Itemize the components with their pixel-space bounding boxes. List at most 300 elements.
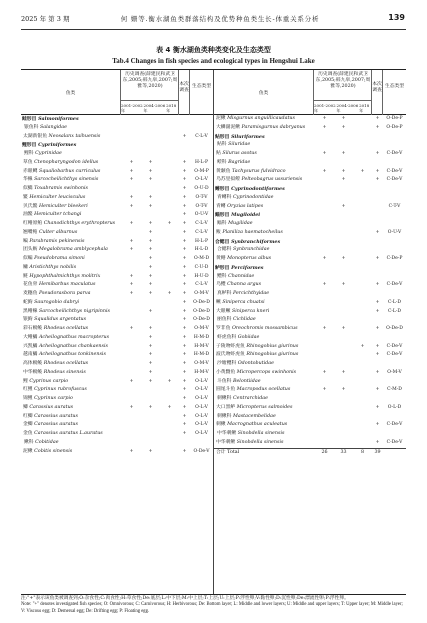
this-survey-mark: + — [182, 387, 187, 393]
header-year: 2001-2002 年 — [121, 103, 143, 113]
eco-type: C-De-P — [386, 256, 403, 261]
species-name-latin: Ctenopharyngodon idellus — [34, 159, 99, 165]
table-column-left — [21, 70, 213, 456]
this-survey-mark: + — [375, 308, 380, 314]
table-row — [21, 343, 213, 352]
species-name-cn: 蛇鮈 — [23, 299, 33, 305]
table-row — [214, 351, 406, 360]
historical-mark: + — [129, 238, 134, 244]
table-row — [214, 343, 406, 352]
table-row — [214, 439, 406, 448]
table-row — [214, 273, 406, 282]
species-name — [23, 378, 121, 387]
species-name-latin: Tachysurus fulvidraco — [231, 168, 286, 174]
species-name-cn: 鲫 — [23, 404, 28, 410]
species-name — [24, 150, 122, 159]
table-row — [214, 133, 406, 142]
species-name-cn: 翘嘴鲌 — [23, 229, 38, 235]
species-name — [24, 439, 122, 448]
species-name-cn: 鳜 — [216, 299, 221, 305]
header-eco-type: 生态类型 — [384, 84, 405, 89]
species-name — [23, 351, 121, 360]
table-row — [21, 168, 213, 177]
species-name-cn: 鳉形目 — [215, 186, 230, 192]
table-row — [214, 185, 406, 194]
species-name — [215, 133, 313, 142]
this-survey-mark: + — [375, 282, 380, 288]
species-name — [23, 159, 121, 168]
this-survey-mark: + — [182, 177, 187, 183]
species-name — [217, 220, 315, 229]
this-survey-mark: + — [375, 299, 380, 305]
table-row — [214, 395, 406, 404]
historical-mark: + — [148, 334, 153, 340]
species-name-latin: Siluridae — [228, 142, 251, 148]
species-name-cn: 鳘 — [23, 194, 28, 200]
species-name-cn: 黑鳍鳈 — [23, 308, 38, 314]
species-name — [23, 220, 121, 229]
historical-mark: + — [148, 264, 153, 270]
species-name — [23, 308, 121, 317]
species-name-cn: 红鲫 — [23, 413, 33, 419]
species-name-latin: Oreochromis mossambicus — [231, 326, 298, 331]
historical-mark: + — [148, 203, 153, 209]
species-name-cn: 合鳃目 — [215, 238, 230, 245]
table-row — [214, 141, 406, 150]
species-name-latin: Centrarchidae — [232, 396, 268, 401]
this-survey-mark: + — [375, 343, 380, 349]
species-name — [23, 404, 121, 413]
species-name-cn: 乌鳢 — [216, 282, 226, 288]
header-year: 2004-2006 年 — [336, 103, 359, 113]
table-row — [214, 386, 406, 395]
species-name — [217, 159, 315, 168]
this-survey-mark: + — [375, 326, 380, 331]
table-caption-en: Tab.4 Changes in fish species and ecological types in Hengshui Lake — [112, 57, 315, 65]
eco-type: C-De-V — [386, 343, 403, 349]
species-name-cn: 鲈形目 — [215, 264, 230, 271]
historical-mark: + — [167, 221, 172, 226]
historical-mark: + — [129, 378, 134, 384]
species-name-cn: 中华刺鳅 — [216, 439, 236, 445]
species-name-latin: Carassius auratus — [34, 413, 78, 419]
species-name — [22, 115, 120, 124]
species-name — [216, 203, 314, 212]
species-name — [216, 421, 314, 430]
eco-type: H-L-P — [195, 238, 208, 244]
table-row — [214, 176, 406, 185]
species-name-latin: Acheilognathus chankaensis — [38, 343, 108, 349]
this-survey-mark: + — [182, 308, 187, 314]
footnote-cn: 注:"+"表示该鱼类被调查到;O:杂食性;C:肉食性;H:草食性;De:底层;L:中下层;M:中上层;T:上层;U:上层;P:浮性卵;V:黏性卵;D:沉性卵;De:漂流性卵;P:浮性卵。 — [21, 596, 349, 601]
historical-mark: + — [167, 291, 172, 296]
historical-mark: + — [129, 404, 134, 410]
species-name-latin: Carassius auratus L.auratus — [34, 431, 103, 436]
historical-mark: + — [129, 273, 134, 279]
this-survey-mark: + — [375, 124, 380, 130]
table-header-right — [214, 70, 406, 115]
species-name-cn: 贝氏鳘 — [23, 203, 38, 209]
species-name — [216, 386, 314, 395]
species-name — [216, 404, 314, 413]
table-row — [21, 133, 213, 142]
this-survey-mark: + — [182, 326, 187, 331]
species-name — [217, 141, 315, 150]
species-name — [23, 194, 121, 203]
species-name-latin: Hemiculter leucisculus — [29, 194, 86, 200]
table-row — [214, 264, 406, 273]
species-name-cn: 鳅科 — [24, 439, 34, 445]
species-name — [217, 246, 315, 255]
species-name — [23, 176, 121, 185]
historical-mark: + — [148, 256, 153, 261]
table-row — [21, 404, 213, 413]
species-name-latin: Toxabramis swinhonis — [34, 186, 88, 191]
historical-mark: + — [148, 229, 153, 235]
table-row — [214, 308, 406, 317]
species-name — [216, 299, 314, 308]
species-name — [217, 360, 315, 369]
table-row — [214, 220, 406, 229]
header-years — [121, 103, 179, 114]
eco-type: C-De-V — [386, 352, 403, 358]
historical-mark: + — [148, 168, 153, 174]
this-survey-mark: + — [182, 404, 187, 410]
historical-mark: + — [322, 282, 327, 288]
species-name-latin: Bagridae — [228, 159, 251, 165]
historical-mark: + — [148, 326, 153, 331]
species-name — [23, 229, 121, 238]
species-name-latin: Macropodus ocellatus — [236, 387, 291, 393]
this-survey-mark: + — [182, 299, 187, 305]
species-name-cn: 草鱼 — [23, 159, 33, 165]
table-row — [21, 211, 213, 220]
eco-type: O-De-P — [386, 124, 403, 130]
historical-mark: + — [322, 256, 327, 261]
species-name-latin: Megalobrama amblycephala — [38, 247, 108, 253]
table-header-left — [21, 70, 213, 115]
species-name-cn: 子陵吻虾虎鱼 — [216, 343, 245, 349]
eco-type: O-M-V — [387, 369, 402, 375]
species-name-cn: 鲑形目 — [22, 116, 37, 122]
species-name-latin: Cypriniformes — [38, 142, 77, 149]
species-name-cn: 丽鱼科 — [217, 317, 232, 323]
species-name-latin: Pseudorasbora parva — [38, 291, 91, 296]
table-row — [214, 430, 406, 439]
eco-type: O-M-P — [194, 168, 209, 174]
eco-type: O-U-V — [194, 212, 209, 218]
species-name-latin: Mugiloidei — [231, 212, 261, 219]
header-historical — [121, 70, 179, 115]
eco-type: O-L-V — [195, 404, 208, 410]
species-name-latin: Mastacembelidae — [232, 413, 276, 419]
this-survey-mark: + — [182, 186, 187, 191]
historical-mark: 8 — [360, 449, 365, 455]
footnote-en: Note: "+" denotes investigated fish species; O: Omnivorous; C: Carnivorous; H: Herbivorous; De: Bottom layer; L: Middle and lower layers; U: Middle and upper layers; T: Upper layer; M: Middle layer; V: Viscous egg; D: Demersal egg; De: Drifting egg; P: Floating egg. — [21, 602, 403, 614]
species-name — [23, 281, 121, 290]
this-survey-mark: + — [375, 422, 380, 428]
species-name-cn: 刺鳅科 — [217, 396, 232, 401]
species-name-latin: Carassius auratus — [34, 422, 78, 428]
table-row — [21, 255, 213, 264]
table-row — [21, 351, 213, 360]
eco-type: O-De-V — [193, 448, 210, 454]
table-row — [214, 246, 406, 255]
historical-mark: + — [129, 221, 134, 226]
this-survey-mark: + — [182, 238, 187, 244]
table-row — [21, 421, 213, 430]
this-survey-mark: + — [182, 203, 187, 209]
species-name — [217, 413, 315, 422]
species-name-latin: Micropterus salmoides — [236, 404, 293, 410]
species-name-cn: 泥鳅 — [216, 116, 226, 121]
this-survey-mark: + — [375, 177, 380, 183]
species-name — [23, 238, 121, 247]
this-survey-mark: + — [182, 378, 187, 384]
species-name-latin: Cyprinodontiformes — [231, 186, 285, 192]
historical-mark: + — [148, 308, 153, 314]
species-name — [217, 334, 315, 343]
eco-type: O-L-V — [195, 396, 208, 401]
species-name-cn: 圆尾斗鱼 — [216, 387, 236, 393]
table-row — [214, 316, 406, 325]
species-name — [216, 449, 314, 458]
table-row — [214, 360, 406, 369]
species-name-latin: Cyprinus carpio — [29, 378, 69, 384]
species-name — [23, 168, 121, 177]
species-name-cn: 虾虎鱼科 — [217, 334, 237, 340]
species-name — [22, 141, 120, 150]
species-name-cn: 波氏吻虾虎鱼 — [216, 352, 245, 358]
species-name-cn: 鲤科 — [24, 151, 34, 156]
species-name-cn: 彩石鳑鲏 — [23, 326, 43, 331]
header-year: 2018 年 — [166, 103, 177, 113]
species-name-latin: Perciformes — [231, 264, 264, 271]
species-name-latin: Macrognathus aculeatus — [227, 422, 288, 428]
table-row — [21, 369, 213, 378]
eco-type: H-M-V — [194, 343, 209, 349]
species-name-latin: Hemiculter bleekeri — [38, 203, 88, 209]
historical-mark: + — [148, 404, 153, 410]
table-row — [21, 299, 213, 308]
this-survey-mark: + — [182, 247, 187, 253]
table-row — [214, 421, 406, 430]
historical-mark: + — [148, 369, 153, 375]
table-row — [214, 299, 406, 308]
table-row — [21, 281, 213, 290]
historical-mark: + — [148, 448, 153, 454]
historical-mark: + — [167, 378, 172, 384]
species-name — [23, 413, 121, 422]
historical-mark: + — [129, 177, 134, 183]
header-historical-label: 历史调查(薛建民和武卫东,2005;韩九皋,2007;周雅等,2020) — [315, 72, 371, 89]
species-name-cn: 真鲈科 — [217, 291, 232, 296]
species-name — [23, 316, 121, 325]
historical-mark: + — [148, 177, 153, 183]
species-name — [217, 378, 315, 387]
species-name-cn: 金鲫 — [23, 422, 33, 428]
species-name-latin: Cobitis sinensis — [34, 448, 73, 454]
historical-mark: + — [129, 326, 134, 331]
eco-type: O-L-V — [195, 413, 208, 419]
eco-type: C-De-V — [386, 422, 403, 428]
historical-mark: + — [167, 404, 172, 410]
historical-mark: + — [341, 369, 346, 375]
species-name-cn: 鲤形目 — [22, 142, 37, 149]
species-name-cn: 斗鱼科 — [217, 378, 232, 384]
eco-type: O-De-D — [386, 326, 403, 331]
species-name-latin: Cyprinodontidae — [232, 194, 274, 200]
species-name-cn: 高体鳑鲏 — [23, 361, 43, 366]
historical-mark: + — [148, 221, 153, 226]
table-row — [21, 334, 213, 343]
this-survey-mark: + — [182, 256, 187, 261]
historical-mark: + — [322, 151, 327, 156]
table-row — [21, 229, 213, 238]
this-survey-mark: + — [182, 317, 187, 323]
eco-type: C-L-D — [387, 308, 402, 314]
species-name — [215, 211, 313, 220]
this-survey-mark: + — [182, 273, 187, 279]
historical-mark: + — [341, 326, 346, 331]
species-name-latin: Sarcocheilichthys nigripinnis — [38, 308, 110, 314]
species-name — [23, 133, 121, 142]
table-row — [21, 378, 213, 387]
species-name — [216, 439, 314, 448]
eco-type: O-T-V — [195, 194, 208, 200]
table-row — [214, 168, 406, 177]
eco-type: O-L-V — [195, 387, 208, 393]
historical-mark: + — [341, 387, 346, 393]
species-name-cn: 麦穗鱼 — [23, 291, 38, 296]
species-name — [23, 395, 121, 404]
species-name-latin: Hemiculter tchangi — [34, 212, 82, 218]
historical-mark: + — [129, 247, 134, 253]
species-name-cn: 罗非鱼 — [216, 326, 231, 331]
species-name — [23, 334, 121, 343]
species-name — [216, 229, 314, 238]
table-row — [21, 413, 213, 422]
species-name — [216, 369, 314, 378]
this-survey-mark: + — [375, 404, 380, 410]
eco-type: C-L-V — [195, 282, 208, 288]
historical-mark: + — [129, 448, 134, 454]
species-name-latin: Acheilognathus tonkinensis — [38, 352, 106, 358]
fish-species-table — [21, 69, 406, 455]
species-name-latin: Squaliobarbus curriculus — [38, 168, 101, 174]
historical-mark: + — [322, 116, 327, 121]
eco-type: H-M-D — [193, 352, 210, 358]
historical-mark: + — [341, 168, 346, 174]
table-row — [214, 325, 406, 334]
historical-mark: + — [322, 326, 327, 331]
historical-mark: 26 — [321, 449, 328, 455]
species-name-latin: Saurogobio dabryi — [34, 299, 80, 305]
species-name — [23, 185, 121, 194]
species-name — [216, 115, 314, 124]
species-name-latin: Pseudobrama simoni — [34, 256, 85, 261]
table-row — [214, 229, 406, 238]
species-name-latin: Siniperca chuatsi — [222, 299, 265, 305]
table-caption-cn: 表 4 衡水湖鱼类种类变化及生态类型 — [156, 46, 271, 54]
species-name — [215, 238, 313, 247]
header-rule — [21, 29, 406, 30]
species-name-cn: 黄颡鱼 — [216, 168, 231, 174]
this-survey-mark: + — [375, 256, 380, 261]
species-name — [216, 176, 314, 185]
header-historical-rule — [121, 100, 179, 101]
species-name-latin: Salangidae — [39, 124, 67, 130]
species-name-latin: Carassius auratus — [29, 404, 74, 410]
historical-mark: + — [148, 343, 153, 349]
species-name-cn: 油鳘 — [23, 212, 33, 218]
this-survey-mark: + — [375, 369, 380, 375]
this-survey-mark: + — [182, 282, 187, 288]
species-name-latin: Neosalanx taihuensis — [48, 133, 101, 139]
species-name-latin: Culter alburnus — [38, 229, 78, 235]
species-name-latin: Planiliza haematocheilus — [222, 229, 283, 235]
eco-type: O-U-D — [194, 186, 209, 191]
species-name-latin: Chanodichthys erythropterus — [43, 221, 116, 226]
table-row — [214, 369, 406, 378]
species-name — [23, 290, 121, 299]
eco-type: C-L-V — [195, 221, 208, 226]
header-this-survey: 本次调查 — [372, 70, 383, 115]
species-name-latin: Channa argus — [227, 282, 262, 288]
eco-type: O-M-D — [193, 256, 210, 261]
species-name-cn: 乌苏里拟鲿 — [216, 177, 240, 183]
header-species: 鱼类 — [21, 70, 121, 115]
species-name-cn: 沙塘鳢科 — [217, 361, 237, 366]
species-name — [216, 325, 314, 334]
species-name-cn: 大口黑鲈 — [216, 404, 236, 410]
this-survey-mark: + — [182, 361, 187, 366]
species-name — [215, 264, 313, 273]
this-survey-mark: + — [182, 212, 187, 218]
species-name-latin: Odontobutidae — [237, 361, 274, 366]
table-row — [21, 360, 213, 369]
species-name-latin: Cyprinus carpio — [34, 396, 73, 401]
species-name-latin: Percichthyidae — [232, 291, 270, 296]
species-name-latin: Misgurnus anguillicaudatus — [227, 116, 295, 121]
table-total-row — [214, 448, 406, 457]
table-row — [21, 238, 213, 247]
this-survey-mark: + — [375, 229, 380, 235]
table-row — [21, 308, 213, 317]
species-name-cn: 银鱼科 — [24, 124, 39, 130]
historical-mark: + — [341, 203, 346, 209]
this-survey-mark: + — [375, 168, 380, 174]
this-survey-mark: + — [182, 334, 187, 340]
this-survey-mark: + — [182, 159, 187, 165]
table-row — [214, 281, 406, 290]
historical-mark: + — [148, 352, 153, 358]
species-name-cn: 泥鳅 — [23, 448, 33, 454]
eco-type: C-De-V — [386, 439, 403, 445]
species-name-cn: 青鳉 — [216, 203, 226, 209]
table-row — [214, 413, 406, 422]
species-name — [217, 395, 315, 404]
species-name-latin: Cichlidae — [232, 317, 256, 323]
header-year: 2004-2006 年 — [143, 103, 166, 113]
species-name-latin: Parabramis pekinensis — [29, 238, 85, 244]
historical-mark: + — [341, 282, 346, 288]
species-name-cn: 银鮈 — [23, 317, 33, 323]
header-years — [314, 103, 372, 114]
species-name-cn: 鲢 — [23, 273, 28, 279]
species-name-latin: Paramisgurnus dabryanus — [241, 124, 306, 130]
species-name — [23, 255, 121, 264]
